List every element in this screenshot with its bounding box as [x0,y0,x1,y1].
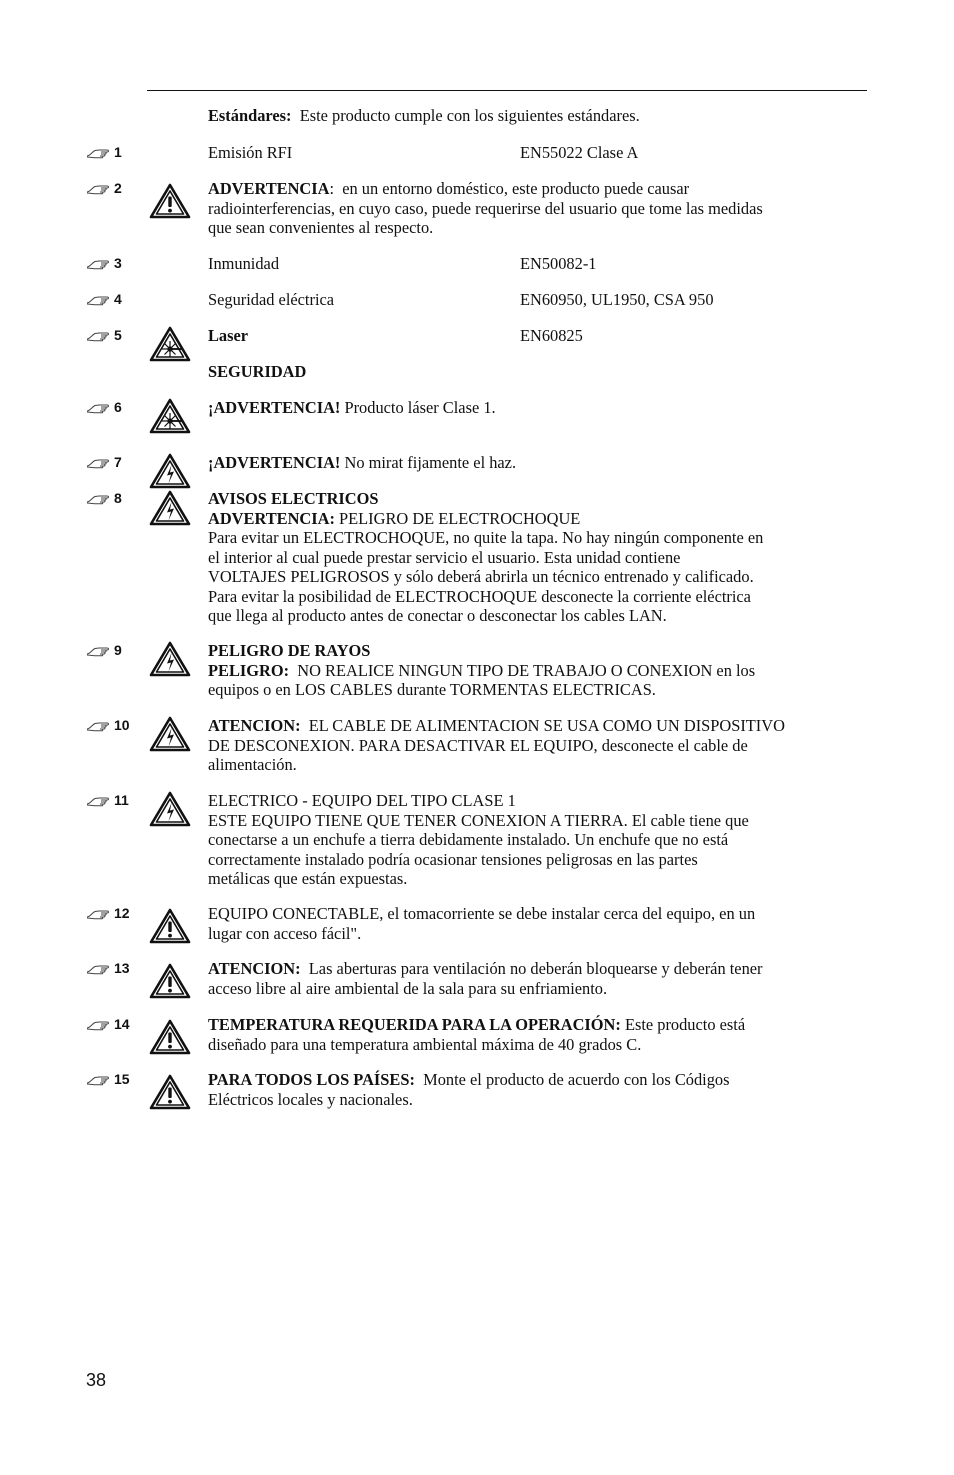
exclamation-warning-icon [149,183,191,219]
pointing-hand-icon [86,1019,112,1031]
electric-shock-icon [149,641,191,677]
item-number: 6 [86,398,122,418]
pointing-hand-icon [86,720,112,732]
item-number: 8 [86,489,122,509]
item-number: 15 [86,1070,130,1090]
item-number: 10 [86,716,130,736]
warning-paragraph: ATENCION: EL CABLE DE ALIMENTACION SE USA COMO UN DISPOSITIVO DE DESCONEXION. PARA DESACTIVAR EL EQUIPO, desconecte el cable de alimentación. [208,716,785,774]
item-number: 4 [86,290,122,310]
standards-intro [208,106,868,126]
pointing-hand-icon [86,457,112,469]
item-number: 3 [86,254,122,274]
laser-warning-icon [149,398,191,434]
pointing-hand-icon [86,645,112,657]
warning-paragraph: TEMPERATURA REQUERIDA PARA LA OPERACIÓN: Este producto está diseñado para una temperatura ambiental máxima de 40 grados C. [208,1015,746,1054]
exclamation-warning-icon [149,963,191,999]
pointing-hand-icon [86,258,112,270]
pointing-hand-icon [86,183,112,195]
standard-value: EN60825 [520,326,583,345]
laser-warning-icon [149,326,191,362]
standard-label: Emisión RFI [208,143,293,162]
warning-paragraph: AVISOS ELECTRICOS ADVERTENCIA: PELIGRO DE ELECTROCHOQUE Para evitar un ELECTROCHOQUE, no quite la tapa. No hay ningún componente en el interior al cual puede prestar servicio el usuario. Esta unidad contiene VOLTAJES PELIGROSOS y sólo deberá abrirla un técnico entrenado y calificado. Para evitar la posibilidad de ELECTROCHOQUE desconecte la corriente eléctrica que llega al producto antes de conectar o desconectar los cables LAN. [208,489,764,625]
warning-paragraph: EQUIPO CONECTABLE, el tomacorriente se debe instalar cerca del equipo, en un lugar con acceso fácil". [208,904,756,943]
pointing-hand-icon [86,493,112,505]
warning-paragraph: PELIGRO DE RAYOS PELIGRO: NO REALICE NINGUN TIPO DE TRABAJO O CONEXION en los equipos o en LOS CABLES durante TORMENTAS ELECTRICAS. [208,641,756,699]
pointing-hand-icon [86,330,112,342]
exclamation-warning-icon [149,908,191,944]
standard-value: EN50082-1 [520,254,597,273]
header-rule [147,90,867,91]
electric-shock-icon [149,490,191,526]
warning-paragraph: ¡ADVERTENCIA! No mirat fijamente el haz. [208,453,517,472]
standards-label: Estándares: [208,106,292,125]
pointing-hand-icon [86,1074,112,1086]
standard-label: Laser [208,326,249,345]
item-number: 1 [86,143,122,163]
pointing-hand-icon [86,294,112,306]
item-number: 5 [86,326,122,346]
electric-shock-icon [149,716,191,752]
item-number: 13 [86,959,130,979]
warning-paragraph: PARA TODOS LOS PAÍSES: Monte el producto de acuerdo con los Códigos Eléctricos locales y nacionales. [208,1070,730,1109]
page-number: 38 [86,1370,107,1390]
standard-value: EN55022 Clase A [520,143,639,162]
pointing-hand-icon [86,963,112,975]
section-title: SEGURIDAD [208,362,307,381]
standard-value: EN60950, UL1950, CSA 950 [520,290,714,309]
exclamation-warning-icon [149,1074,191,1110]
item-number: 2 [86,179,122,199]
electric-shock-icon [149,791,191,827]
item-number: 14 [86,1015,130,1035]
warning-paragraph: ¡ADVERTENCIA! Producto láser Clase 1. [208,398,496,417]
standard-label: Inmunidad [208,254,280,273]
standards-text: Este producto cumple con los siguientes estándares. [299,106,640,125]
exclamation-warning-icon [149,1019,191,1055]
standard-label: Seguridad eléctrica [208,290,335,309]
electric-shock-icon [149,453,191,489]
item-number: 9 [86,641,122,661]
item-number: 12 [86,904,130,924]
item-number: 7 [86,453,122,473]
warning-paragraph: ELECTRICO - EQUIPO DEL TIPO CLASE 1 ESTE EQUIPO TIENE QUE TENER CONEXION A TIERRA. El cable tiene que conectarse a un enchufe a tierra debidamente instalado. Un enchufe que no está correctamente instalado podría ocasionar tensiones peligrosas en las partes metálicas que están expuestas. [208,791,749,888]
item-number: 11 [86,791,129,811]
warning-paragraph: ATENCION: Las aberturas para ventilación no deberán bloquearse y deberán tener acceso libre al aire ambiental de la sala para su enfriamiento. [208,959,763,998]
pointing-hand-icon [86,795,112,807]
warning-paragraph: ADVERTENCIA: en un entorno doméstico, este producto puede causar radiointerferencias, en cuyo caso, puede requerirse del usuario que tome las medidas que sean convenientes al respecto. [208,179,763,237]
pointing-hand-icon [86,908,112,920]
pointing-hand-icon [86,147,112,159]
pointing-hand-icon [86,402,112,414]
